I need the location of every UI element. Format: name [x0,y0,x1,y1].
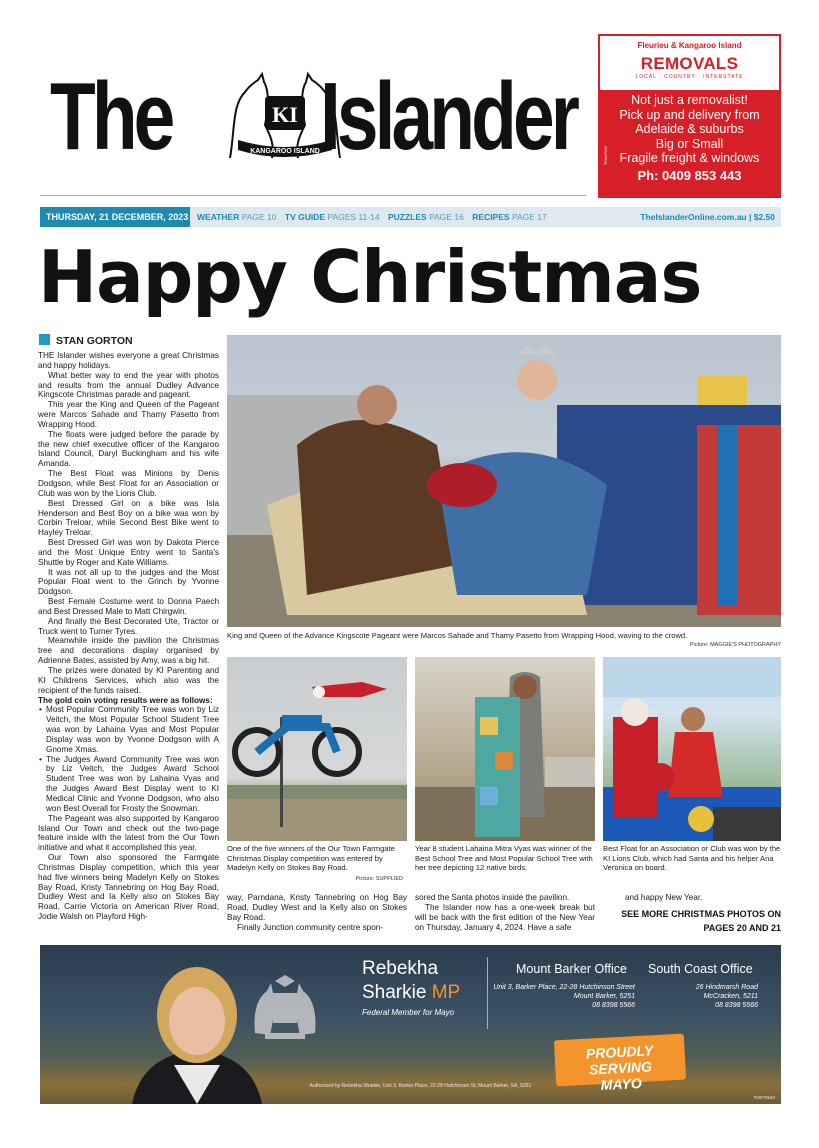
removals-line: Big or Small [655,136,724,151]
removals-line: Not just a removalist! [631,93,748,107]
crest-letters: KI [272,102,298,127]
address-phone: 08 8398 5566 [592,1002,635,1009]
removals-line: Pick up and delivery from [619,107,760,122]
ad-member-name [362,957,460,1005]
article-paragraph: The Best Float was Minions by Denis Dodgson, while Best Float for an Association or Club was won by the Lions Club. [38,469,219,498]
photo2-illustration [415,657,595,841]
article-paragraph: This year the King and Queen of the Pageant were Marcos Sahade and Thamy Pasetto from Wrapping Hood. [38,400,219,429]
article-paragraph: Finally Junction community centre spon- [237,922,384,932]
main-photo-caption: King and Queen of the Advance Kingscote Pageant were Marcos Sahade and Thamy Pasetto from Wrapping Hood, waving to the crowd. [227,631,688,640]
ad-authorisation: Authorised by Rebekha Sharkie, Unit 3, Barker Place, 22-28 Hutchinson St, Mount Barker, SA, 5251 [309,1083,532,1089]
article-paragraph: Best Dressed Girl on a bike was Isla Henderson and Best Boy on a bike was won by Corbin Treloar, while Second Best Bike went to Hayley Treloar. [38,498,219,538]
headline: Happy Christmas [38,235,702,319]
article-paragraph: It was not all up to the judges and the Most Popular Float went to the Grinch by Yvonne Dodgson. [38,567,219,597]
ad-first-name: Rebekha [362,958,439,979]
badge-line: MAYO [600,1074,643,1094]
results-heading: The gold coin voting results were as follows: [38,695,213,705]
address-line: Mount Barker, 5251 [573,993,635,1000]
article-paragraph: Meanwhile inside the pavilion the Christmas tree and decorations display organised by Adrienne Bates, assisted by Amy, was a big hit. [38,636,219,666]
photo3-illustration [603,657,781,841]
office-mount-barker-title: Mount Barker Office [516,962,627,976]
main-photo-king-and-queen[interactable] [227,335,781,627]
article-paragraph: The floats were judged before the parade by the new chief executive officer of the Kangaroo Island Council, Daryl Buckingham and his wife Amanda. [38,429,219,469]
issue-date: THURSDAY, 21 DECEMBER, 2023 [40,207,190,227]
removals-region: Fleurieu & Kangaroo Island [637,41,742,50]
address-line: Unit 3, Barker Place, 22-28 Hutchinson Street [493,984,635,991]
photo3-caption: Best Float for an Association or Club was won by the KI Lions Club, which had Santa and his helper Ana Veronica on board. [603,844,781,873]
results-list [38,705,219,813]
masthead [50,62,590,172]
article-paragraph: The prizes were donated by KI Parenting and KI Childrens Services, which also was the recipient of the funds raised. [38,666,219,695]
index-weather-page: PAGE 10 [241,212,277,222]
office-south-coast-address [635,983,758,1010]
article-paragraph: sored the Santa photos inside the pavilion. [415,893,570,902]
ad-role: Federal Member for Mayo [362,1008,455,1017]
main-photo-illustration [227,335,781,627]
photo2-caption: Year 8 student Lahaina Mitra Vyas was winner of the Best School Tree and Most Popular School Tree with her tree depicting 12 native birds. [415,844,593,873]
badge-line: PROUDLY SERVING [585,1042,654,1078]
byline [39,334,133,347]
proudly-serving-badge [554,1034,686,1094]
ad-last-name: Sharkie [362,982,427,1003]
index-puzzles-page: PAGE 16 [429,212,464,222]
photo1-illustration [227,657,407,841]
commonwealth-crest-icon [245,973,325,1043]
index-recipes-page: PAGE 17 [511,212,547,222]
address-phone: 08 8398 5566 [715,1002,758,1009]
photo1-caption: One of the five winners of the Our Town Farmgate Christmas Display competition was entered by Madelyn Kelly on Stokes Bay Road. [227,844,395,873]
index-tvguide-label[interactable]: TV GUIDE [284,212,326,222]
article-paragraph: And finally the Best Decorated Ute, Tractor or Truck went to Turner Tyres. [38,616,219,636]
article-continued-col2 [227,893,407,933]
results-item: • Most Popular Community Tree was won by Liz Veitch, the Most Popular School Student Tree was won by Lahaina Vyas and Most Popular Display was won by Yvonne Dodgson with A Gnome Xmas. [46,705,219,754]
index-tvguide-page: PAGES 11-14 [327,212,380,222]
index-weather-label[interactable]: WEATHER [197,212,240,222]
article-continued-col3 [415,893,595,933]
removals-line: Adelaide & suburbs [635,122,744,136]
ad-code: TI0078540 [753,1095,775,1100]
removals-code: TI0047942 [603,146,608,166]
removals-phone: Ph: 0409 853 443 [637,167,742,183]
office-south-coast-title: South Coast Office [648,962,753,976]
article-paragraph: Best Dressed Girl was won by Dakota Pierce and the Most Unique Entry went to Santa's Shuttle by Roger and Kate Williams. [38,538,219,567]
index-recipes-label[interactable]: RECIPES [472,212,510,222]
sharkie-ad[interactable] [40,945,781,1104]
address-line: 26 Hindmarsh Road [695,984,758,991]
masthead-rule [40,195,586,196]
photo-school-tree-student[interactable] [415,657,595,841]
masthead-word-islander: Islander [320,63,576,170]
removals-ad[interactable] [598,34,781,198]
photo-farmgate-motorbike[interactable] [227,657,407,841]
removals-brand: REMOVALS [640,54,739,73]
index-strip [40,207,781,227]
photo1-credit: Picture: SUPPLIED [355,876,403,882]
article-paragraph: What better way to end the year with photos and results from the annual Dudley Advance Kingscote Christmas parade and pageant. [38,370,219,400]
index-puzzles-label[interactable]: PUZZLES [387,212,427,222]
masthead-word-the: The [50,63,172,170]
article-column [38,351,219,934]
article-paragraph: The Pageant was also supported by Kangaroo Island Our Town and check out the two-page feature inside with the latest from the Our Town initiative and what it accomplished this year. [38,813,219,853]
removals-tagline: LOCAL · COUNTRY · INTERSTATE [635,74,744,80]
byline-marker [39,334,50,345]
see-more-link[interactable]: SEE MORE CHRISTMAS PHOTOS ON PAGES 20 AND 21 [621,909,781,933]
website-and-price[interactable]: TheIslanderOnline.com.au | $2.50 [640,212,775,222]
removals-body [600,90,779,196]
article-paragraph: THE Islander wishes everyone a great Christmas and happy holidays. [38,351,219,370]
address-line: McCracken, 5211 [703,993,758,1000]
article-paragraph: way, Parndana, Kristy Tannebring on Hog Bay Road, Dudley West and Ia Kelly also on Stokes Bay Road. [227,893,407,922]
photo-lions-club-float[interactable] [603,657,781,841]
ad-mp-label: MP [431,982,461,1003]
article-paragraph: Best Female Costume went to Donna Paech and Best Dressed Male to Matt Chirgwin. [38,597,219,616]
article-continued-col4: and happy New Year. [625,893,703,902]
main-photo-credit: Picture: MAGGIE'S PHOTOGRAPHY [689,642,781,648]
page-index [197,207,553,227]
office-mount-barker-address [480,983,635,1010]
article-paragraph: The Islander now has a one-week break but will be back with the first edition of the New Year on Thursday, January 4, 2024. Have a safe [415,902,595,932]
results-item: • The Judges Award Community Tree was won by Liz Veitch, the Judges Award School Student Tree was won by Lahaina Vyas and the Judges Award Best Display went to KI Medical Clinic and Yvonne Dodgson, who also won Best Overall for Frosty the Snowman. [46,755,219,814]
crest-banner-text: KANGAROO ISLAND [250,148,320,155]
removals-line: Fragile freight & windows [619,151,760,165]
byline-author: STAN GORTON [56,335,133,347]
article-paragraph: Our Town also sponsored the Farmgate Christmas Display competition, which this year had five winners being Madelyn Kelly on Stokes Bay Road, Kristy Tannebring on Hog Bay Road, Dudley West and Ia Kelly also on Stokes Bay Road, Carrie Victoria on American River Road, Jodie Walsh on Playford High- [38,853,219,922]
